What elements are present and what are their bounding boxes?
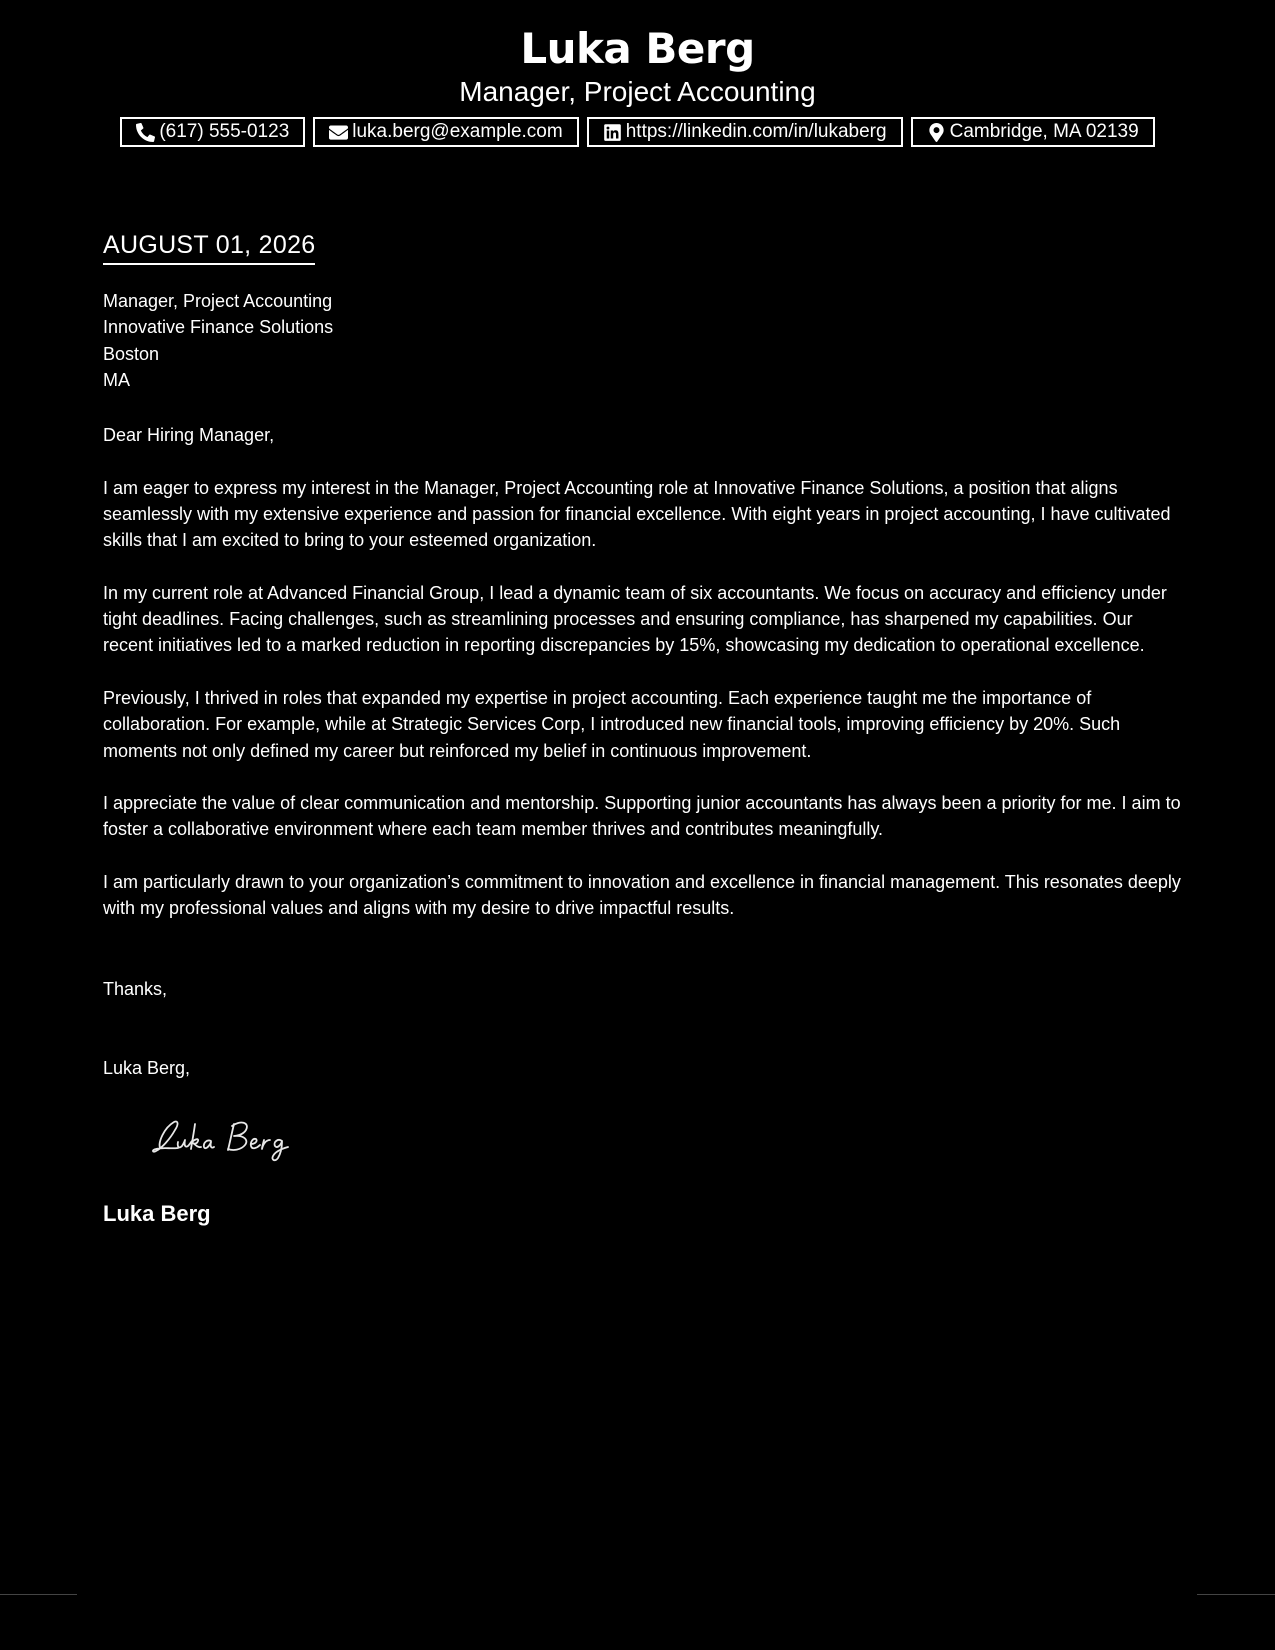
body-paragraph-4: I appreciate the value of clear communication and mentorship. Supporting junior accountants has always been a priority for me. I aim to foster a collaborative environment where each team member thrives and contributes meaningfully. bbox=[103, 793, 1181, 840]
body-paragraph-5: I am particularly drawn to your organization’s commitment to innovation and excellence in financial management. This resonates deeply with my professional values and aligns with my desire to drive impactful results. bbox=[103, 872, 1181, 919]
contact-phone-text: (617) 555-0123 bbox=[159, 121, 290, 142]
letter-header bbox=[0, 20, 1275, 147]
contact-phone[interactable] bbox=[120, 117, 305, 147]
body-paragraph-1: I am eager to express my interest in the Manager, Project Accounting role at Innovative Finance Solutions, a position that aligns seamlessly with my extensive experience and passion for financial excellence. With eight years in project accounting, I have cultivated skills that I am excited to bring to your esteemed organization. bbox=[103, 477, 1171, 551]
contact-location-text: Cambridge, MA 02139 bbox=[949, 121, 1139, 142]
letter-body bbox=[103, 422, 1183, 948]
contact-linkedin-text: https://linkedin.com/in/lukaberg bbox=[625, 121, 887, 142]
body-paragraph-3: Previously, I thrived in roles that expanded my expertise in project accounting. Each experience taught me the importance of collaboration. For example, while at Strategic Services Corp, I introduced new financial tools, improving efficiency by 20%. Such moments not only defined my career but reinforced my belief in continuous improvement. bbox=[103, 687, 1121, 761]
phone-icon bbox=[136, 123, 155, 142]
contact-bar bbox=[0, 117, 1275, 147]
contact-email[interactable] bbox=[313, 117, 578, 147]
footer-rule-right bbox=[1197, 1594, 1275, 1595]
recipient-city: Boston bbox=[103, 343, 160, 364]
contact-email-text: luka.berg@example.com bbox=[352, 121, 563, 142]
letter-date: AUGUST 01, 2026 bbox=[103, 228, 315, 265]
salutation: Dear Hiring Manager, bbox=[103, 425, 275, 445]
recipient-state: MA bbox=[103, 369, 130, 390]
applicant-name: Luka Berg bbox=[520, 24, 755, 73]
signer-name: Luka Berg bbox=[103, 1201, 211, 1226]
signoff-name: Luka Berg, bbox=[103, 1058, 191, 1078]
recipient-company: Innovative Finance Solutions bbox=[103, 317, 334, 338]
contact-location[interactable] bbox=[911, 117, 1155, 147]
applicant-title: Manager, Project Accounting bbox=[459, 76, 816, 107]
recipient-position: Manager, Project Accounting bbox=[103, 291, 333, 311]
linkedin-icon bbox=[603, 123, 622, 142]
recipient-block bbox=[103, 288, 333, 393]
closing: Thanks, bbox=[103, 979, 168, 999]
map-marker-icon bbox=[927, 123, 946, 142]
handwritten-signature bbox=[148, 1112, 323, 1162]
footer-rule-left bbox=[0, 1594, 77, 1595]
body-paragraph-2: In my current role at Advanced Financial Group, I lead a dynamic team of six accountants. We focus on accuracy and efficiency under tight deadlines. Facing challenges, such as streamlining processes and ensuring compliance, has sharpened my capabilities. Our recent initiatives led to a marked reduction in reporting discrepancies by 15%, showcasing my dedication to operational excellence. bbox=[103, 582, 1167, 656]
contact-linkedin[interactable] bbox=[587, 117, 903, 147]
envelope-icon bbox=[329, 123, 348, 142]
